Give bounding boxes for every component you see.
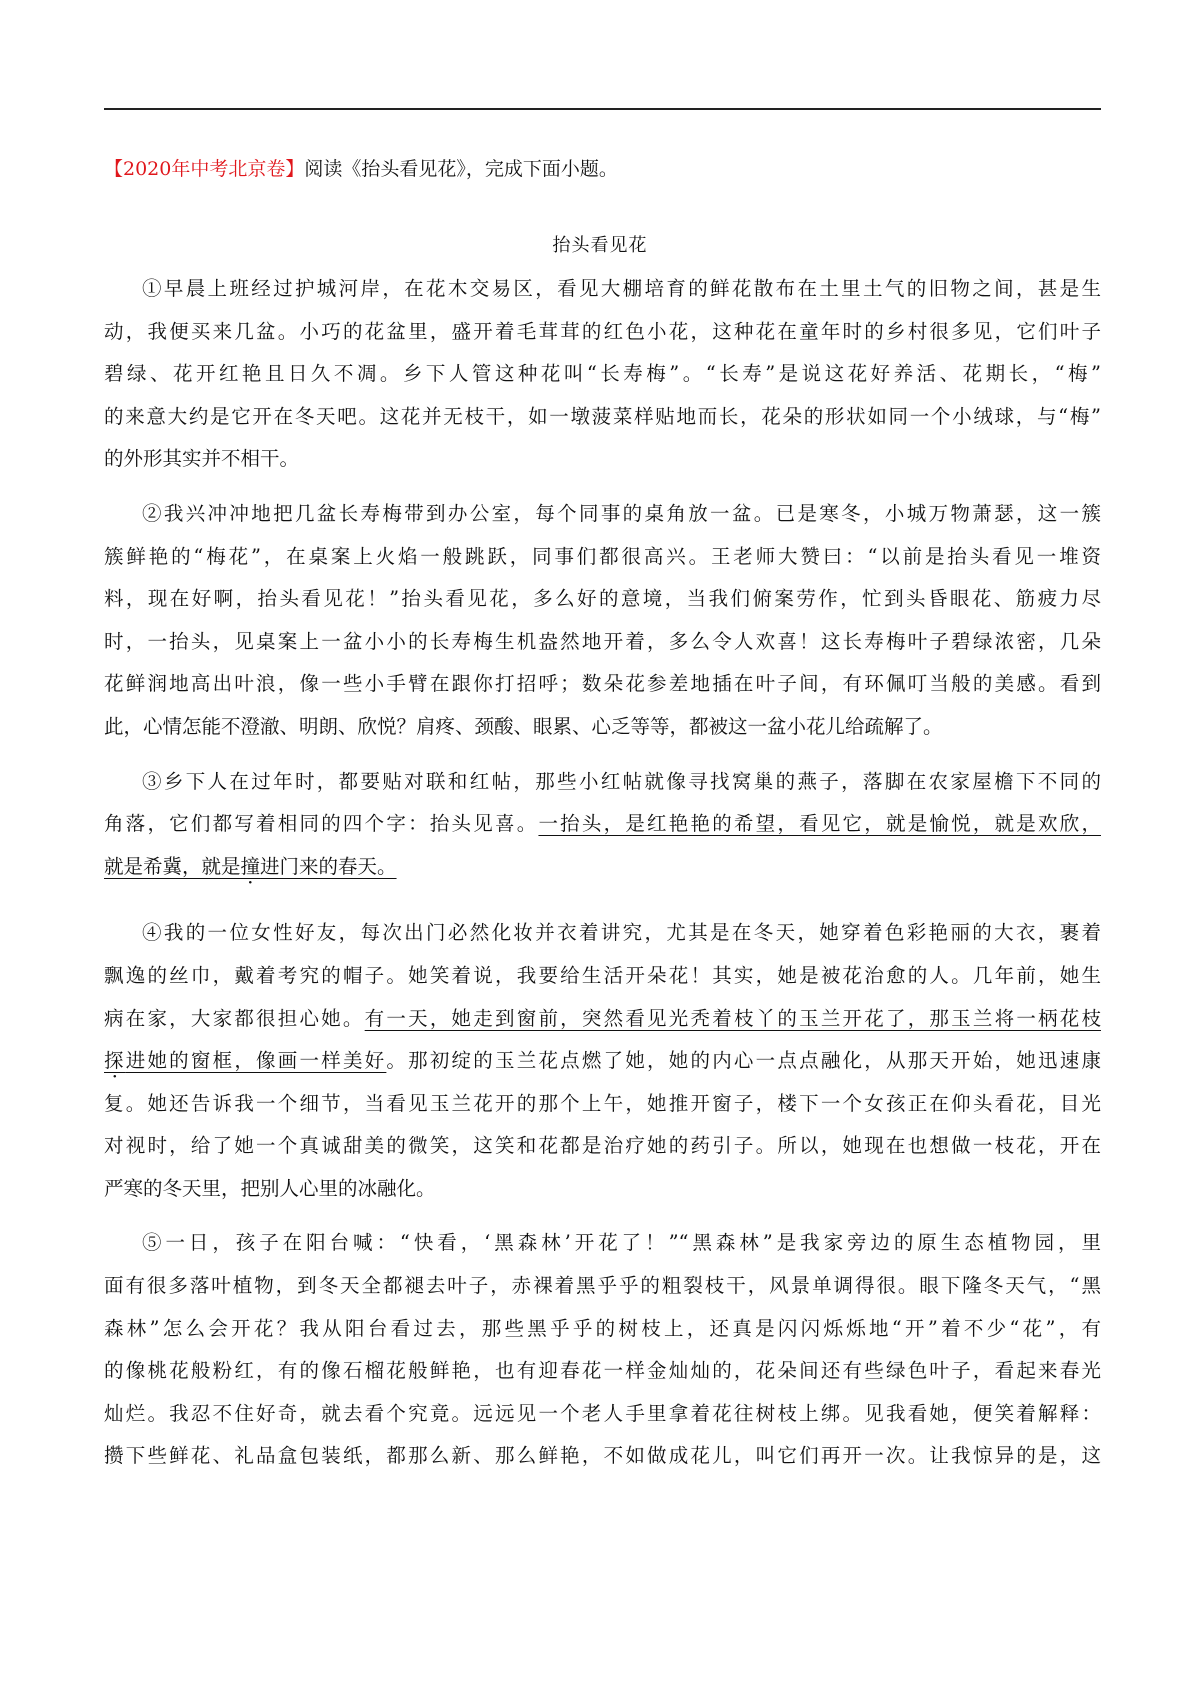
text-line: 料，现在好啊，抬头看见花！”抬头看见花，多么好的意境，当我们俯案劳作，忙到头昏眼花、筋疲力尽 (104, 587, 1101, 611)
text-line (104, 998, 1101, 1041)
text-span: 病在家，大家都很担心她。 (104, 1006, 365, 1030)
text-line: 簇鲜艳的“梅花”，在桌案上火焰一般跳跃，同事们都很高兴。王老师大赞曰：“以前是抬头看见一堆资 (104, 544, 1101, 568)
exam-source-tag: 【2020年中考北京卷】 (104, 158, 305, 180)
text-line: 花鲜润地高出叶浪，像一些小手臂在跟你打招呼；数朵花参差地插在叶子间，有环佩叮当般的美感。看到 (104, 672, 1101, 696)
passage-body (104, 268, 1101, 1478)
passage-title: 抬头看见花 (552, 235, 648, 256)
text-line: 灿烂。我忍不住好奇，就去看个究竟。远远见一个老人手里拿着花往树枝上绑。见我看她，便笑着解释： (104, 1401, 1101, 1425)
text-line (104, 803, 1101, 846)
paragraph-2 (104, 493, 1101, 749)
paragraph-3 (104, 761, 1101, 889)
paragraph-4 (104, 912, 1101, 1210)
text-line: ⑤一日，孩子在阳台喊：“快看，‘黑森林’开花了！”“黑森林”是我家旁边的原生态植物园，里 (142, 1231, 1101, 1255)
paragraph-1 (104, 268, 1101, 481)
emphasized-word: 探 (104, 1049, 126, 1073)
paragraph-5 (104, 1222, 1101, 1478)
text-line (104, 1040, 1101, 1083)
text-line: 复。她还告诉我一个细节，当看见玉兰花开的那个上午，她推开窗子，楼下一个女孩正在仰头看花，目光 (104, 1091, 1101, 1115)
underlined-sentence: 一抬头，是红艳艳的希望，看见它，就是愉悦，就是欢欣， (538, 812, 1101, 836)
underlined-sentence: 进她的窗框，像画一样美好 (125, 1049, 387, 1073)
question-instruction: 阅读《抬头看见花》，完成下面小题。 (304, 158, 618, 180)
text-line: ③乡下人在过年时，都要贴对联和红帖，那些小红帖就像寻找窝巢的燕子，落脚在农家屋檐下不同的 (142, 769, 1101, 793)
top-rule (104, 108, 1101, 110)
text-line: 的像桃花般粉红，有的像石榴花般鲜艳，也有迎春花一样金灿灿的，花朵间还有些绿色叶子，看起来春光 (104, 1359, 1101, 1383)
underlined-sentence: 有一天，她走到窗前，突然看见光秃着枝丫的玉兰开花了，那玉兰将一柄花枝 (364, 1006, 1101, 1030)
text-span: 。那初绽的玉兰花点燃了她，她的内心一点点融化，从那天开始，她迅速康 (386, 1049, 1101, 1073)
text-line: ①早晨上班经过护城河岸，在花木交易区，看见大棚培育的鲜花散布在土里土气的旧物之间，甚是生 (142, 277, 1101, 300)
text-line: 的来意大约是它开在冬天吧。这花并无枝干，如一墩菠菜样贴地而长，花朵的形状如同一个小绒球，与“梅” (104, 404, 1101, 428)
text-line: 对视时，给了她一个真诚甜美的微笑，这笑和花都是治疗她的药引子。所以，她现在也想做一枝花，开在 (104, 1134, 1101, 1158)
text-line (104, 846, 1101, 889)
underlined-sentence: 就是希冀，就是 (104, 854, 241, 878)
emphasized-word: 撞 (240, 854, 261, 878)
text-line: 碧绿、花开红艳且日久不凋。乡下人管这种花叫“长寿梅”。“长寿”是说这花好养活、花期长，“梅” (104, 362, 1101, 386)
text-line: 攒下些鲜花、礼品盒包装纸，都那么新、那么鲜艳，不如做成花儿，叫它们再开一次。让我惊异的是，这 (104, 1444, 1101, 1468)
text-line: ②我兴冲冲地把几盆长寿梅带到办公室，每个同事的桌角放一盆。已是寒冬，小城万物萧瑟，这一簇 (142, 501, 1101, 525)
text-span: 角落，它们都写着相同的四个字：抬头见喜。 (104, 812, 539, 836)
text-line: 动，我便买来几盆。小巧的花盆里，盛开着毛茸茸的红色小花，这种花在童年时的乡村很多见，它们叶子 (104, 319, 1101, 343)
question-header (104, 157, 618, 181)
text-line: 面有很多落叶植物，到冬天全都褪去叶子，赤裸着黑乎乎的粗裂枝干，风景单调得很。眼下隆冬天气，“黑 (104, 1274, 1101, 1298)
text-line: 的外形其实并不相干。 (104, 447, 300, 471)
underlined-sentence: 进门来的春天。 (260, 854, 397, 878)
text-line: 飘逸的丝巾，戴着考究的帽子。她笑着说，我要给生活开朵花！其实，她是被花治愈的人。几年前，她生 (104, 963, 1101, 987)
text-line: 时，一抬头，见桌案上一盆小小的长寿梅生机盎然地开着，多么令人欢喜！这长寿梅叶子碧绿浓密，几朵 (104, 629, 1101, 653)
text-line: ④我的一位女性好友，每次出门必然化妆并衣着讲究，尤其是在冬天，她穿着色彩艳丽的大衣，裹着 (142, 921, 1101, 945)
text-line: 森林”怎么会开花？我从阳台看过去，那些黑乎乎的树枝上，还真是闪闪烁烁地“开”着不少“花”，有 (104, 1316, 1101, 1340)
text-line: 此，心情怎能不澄澈、明朗、欣悦？肩疼、颈酸、眼累、心乏等等，都被这一盆小花儿给疏解了。 (104, 714, 943, 738)
text-line: 严寒的冬天里，把别人心里的冰融化。 (104, 1176, 436, 1200)
